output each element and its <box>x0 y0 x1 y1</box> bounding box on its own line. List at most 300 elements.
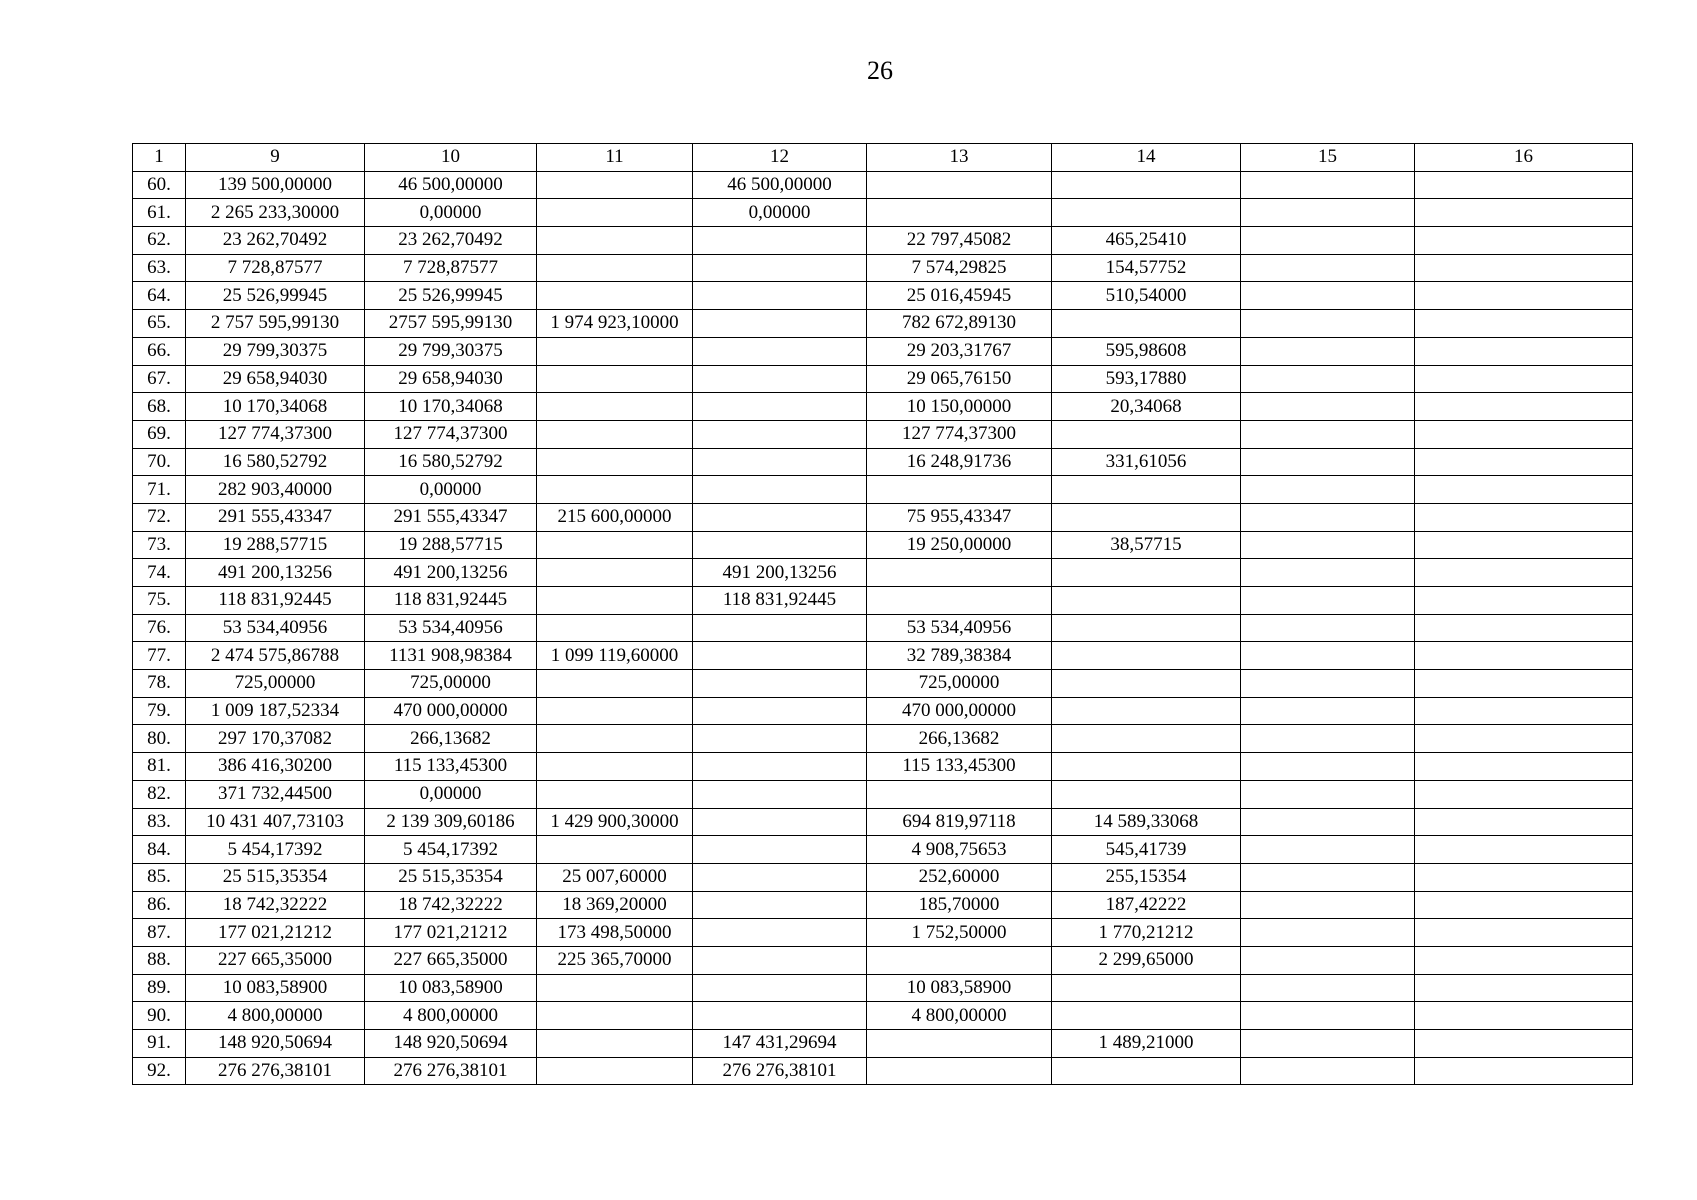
table-cell <box>537 670 693 698</box>
data-table <box>132 143 1633 1085</box>
table-row <box>133 448 1633 476</box>
table-row <box>133 863 1633 891</box>
table-cell: 19 250,00000 <box>867 531 1052 559</box>
table-cell <box>1241 227 1415 255</box>
row-number-cell: 67. <box>133 365 186 393</box>
table-cell <box>1415 919 1633 947</box>
table-cell: 215 600,00000 <box>537 503 693 531</box>
table-row <box>133 919 1633 947</box>
row-number-cell: 85. <box>133 863 186 891</box>
row-number-cell: 92. <box>133 1057 186 1085</box>
row-number-cell: 68. <box>133 393 186 421</box>
row-number-cell: 61. <box>133 199 186 227</box>
table-row <box>133 974 1633 1002</box>
table-cell: 22 797,45082 <box>867 227 1052 255</box>
table-cell: 118 831,92445 <box>186 587 365 615</box>
table-cell: 185,70000 <box>867 891 1052 919</box>
table-cell <box>1415 974 1633 1002</box>
table-cell: 148 920,50694 <box>365 1030 537 1058</box>
table-cell: 23 262,70492 <box>365 227 537 255</box>
table-cell <box>867 1030 1052 1058</box>
table-row <box>133 337 1633 365</box>
table-cell <box>693 697 867 725</box>
row-number-cell: 65. <box>133 310 186 338</box>
table-cell <box>1241 946 1415 974</box>
row-number-cell: 72. <box>133 503 186 531</box>
table-cell <box>693 393 867 421</box>
table-cell: 0,00000 <box>693 199 867 227</box>
table-cell <box>1241 1057 1415 1085</box>
table-cell <box>537 1057 693 1085</box>
table-row <box>133 199 1633 227</box>
table-cell <box>537 753 693 781</box>
table-cell: 115 133,45300 <box>867 753 1052 781</box>
table-cell <box>1415 282 1633 310</box>
table-cell <box>1415 1002 1633 1030</box>
table-cell: 595,98608 <box>1052 337 1241 365</box>
table-cell: 10 170,34068 <box>186 393 365 421</box>
table-row <box>133 282 1633 310</box>
table-row <box>133 420 1633 448</box>
table-row <box>133 614 1633 642</box>
table-cell <box>537 476 693 504</box>
table-cell <box>537 254 693 282</box>
row-number-cell: 90. <box>133 1002 186 1030</box>
table-cell: 5 454,17392 <box>186 836 365 864</box>
table-cell: 16 580,52792 <box>365 448 537 476</box>
table-cell: 2 139 309,60186 <box>365 808 537 836</box>
header-cell: 15 <box>1241 144 1415 172</box>
table-row <box>133 1002 1633 1030</box>
table-cell: 10 431 407,73103 <box>186 808 365 836</box>
table-cell: 7 574,29825 <box>867 254 1052 282</box>
table-cell: 7 728,87577 <box>186 254 365 282</box>
table-cell <box>1052 642 1241 670</box>
table-cell <box>1052 670 1241 698</box>
table-cell <box>693 670 867 698</box>
table-cell <box>1415 199 1633 227</box>
table-cell: 25 526,99945 <box>365 282 537 310</box>
table-cell <box>537 1002 693 1030</box>
table-row <box>133 476 1633 504</box>
table-cell: 225 365,70000 <box>537 946 693 974</box>
table-cell <box>1241 531 1415 559</box>
table-cell <box>1415 753 1633 781</box>
table-cell <box>1415 337 1633 365</box>
table-cell <box>1241 836 1415 864</box>
table-cell <box>1052 310 1241 338</box>
table-row <box>133 254 1633 282</box>
table-cell <box>1052 1002 1241 1030</box>
table-cell: 276 276,38101 <box>693 1057 867 1085</box>
table-cell <box>1241 753 1415 781</box>
table-cell: 266,13682 <box>365 725 537 753</box>
table-cell <box>693 254 867 282</box>
table-cell <box>693 919 867 947</box>
table-row <box>133 393 1633 421</box>
table-cell <box>537 725 693 753</box>
table-cell: 725,00000 <box>186 670 365 698</box>
row-number-cell: 70. <box>133 448 186 476</box>
table-cell <box>1241 365 1415 393</box>
table-cell <box>1415 863 1633 891</box>
table-cell <box>1415 254 1633 282</box>
table-cell: 470 000,00000 <box>867 697 1052 725</box>
row-number-cell: 74. <box>133 559 186 587</box>
table-cell <box>1241 808 1415 836</box>
table-cell: 187,42222 <box>1052 891 1241 919</box>
table-row <box>133 670 1633 698</box>
table-cell: 1 429 900,30000 <box>537 808 693 836</box>
table-cell <box>1052 725 1241 753</box>
table-cell: 545,41739 <box>1052 836 1241 864</box>
table-cell <box>1052 697 1241 725</box>
table-cell <box>1415 670 1633 698</box>
table-cell <box>693 310 867 338</box>
table-cell <box>1241 1030 1415 1058</box>
table-cell <box>1241 559 1415 587</box>
table-cell <box>1241 697 1415 725</box>
row-number-cell: 75. <box>133 587 186 615</box>
table-cell: 782 672,89130 <box>867 310 1052 338</box>
table-cell: 29 658,94030 <box>365 365 537 393</box>
header-cell: 9 <box>186 144 365 172</box>
table-cell <box>693 780 867 808</box>
table-cell <box>1241 642 1415 670</box>
table-cell <box>693 808 867 836</box>
row-number-cell: 60. <box>133 171 186 199</box>
table-cell <box>1241 503 1415 531</box>
table-cell <box>1415 725 1633 753</box>
table-cell: 491 200,13256 <box>365 559 537 587</box>
table-cell: 29 065,76150 <box>867 365 1052 393</box>
table-cell <box>1241 974 1415 1002</box>
table-row <box>133 587 1633 615</box>
page-number: 26 <box>867 56 893 85</box>
table-cell: 291 555,43347 <box>365 503 537 531</box>
table-cell <box>537 559 693 587</box>
row-number-cell: 87. <box>133 919 186 947</box>
table-cell: 470 000,00000 <box>365 697 537 725</box>
table-cell <box>1241 891 1415 919</box>
table-cell <box>1241 254 1415 282</box>
row-number-cell: 80. <box>133 725 186 753</box>
table-cell: 10 170,34068 <box>365 393 537 421</box>
table-cell <box>1241 780 1415 808</box>
table-cell: 266,13682 <box>867 725 1052 753</box>
header-row <box>133 144 1633 172</box>
table-cell <box>693 282 867 310</box>
table-cell <box>1241 310 1415 338</box>
row-number-cell: 88. <box>133 946 186 974</box>
table-cell <box>1052 587 1241 615</box>
table-cell <box>693 420 867 448</box>
table-cell: 1 489,21000 <box>1052 1030 1241 1058</box>
table-row <box>133 697 1633 725</box>
table-cell: 20,34068 <box>1052 393 1241 421</box>
row-number-cell: 78. <box>133 670 186 698</box>
table-cell <box>1415 697 1633 725</box>
table-cell <box>1052 1057 1241 1085</box>
table-cell <box>867 199 1052 227</box>
table-cell <box>1415 836 1633 864</box>
header-cell: 14 <box>1052 144 1241 172</box>
table-cell <box>1415 476 1633 504</box>
table-row <box>133 753 1633 781</box>
table-cell: 10 083,58900 <box>365 974 537 1002</box>
table-cell: 154,57752 <box>1052 254 1241 282</box>
table-cell <box>1241 587 1415 615</box>
table-cell <box>1052 171 1241 199</box>
table-cell: 1 752,50000 <box>867 919 1052 947</box>
table-cell: 297 170,37082 <box>186 725 365 753</box>
row-number-cell: 73. <box>133 531 186 559</box>
table-cell <box>867 559 1052 587</box>
table-cell <box>1415 503 1633 531</box>
table-cell: 75 955,43347 <box>867 503 1052 531</box>
table-cell <box>867 587 1052 615</box>
table-cell: 465,25410 <box>1052 227 1241 255</box>
table-cell: 282 903,40000 <box>186 476 365 504</box>
table-cell <box>1241 171 1415 199</box>
table-cell <box>537 282 693 310</box>
table-cell <box>1415 310 1633 338</box>
table-cell <box>1241 670 1415 698</box>
table-cell: 147 431,29694 <box>693 1030 867 1058</box>
table-cell: 4 800,00000 <box>186 1002 365 1030</box>
table-cell: 127 774,37300 <box>365 420 537 448</box>
table-cell: 118 831,92445 <box>693 587 867 615</box>
row-number-cell: 71. <box>133 476 186 504</box>
table-cell <box>1415 1030 1633 1058</box>
table-cell <box>537 365 693 393</box>
table-cell <box>537 199 693 227</box>
table-cell: 10 083,58900 <box>186 974 365 1002</box>
table-cell <box>693 614 867 642</box>
table-cell <box>1052 614 1241 642</box>
table-cell <box>537 697 693 725</box>
table-cell <box>537 448 693 476</box>
table-cell <box>1052 974 1241 1002</box>
table-cell: 38,57715 <box>1052 531 1241 559</box>
table-cell: 1 099 119,60000 <box>537 642 693 670</box>
table-cell <box>1415 780 1633 808</box>
table-cell <box>537 337 693 365</box>
table-row <box>133 365 1633 393</box>
table-row <box>133 725 1633 753</box>
table-cell: 694 819,97118 <box>867 808 1052 836</box>
table-body <box>133 171 1633 1085</box>
table-cell <box>1052 559 1241 587</box>
table-cell <box>867 780 1052 808</box>
table-cell <box>693 863 867 891</box>
table-cell <box>1052 753 1241 781</box>
table-cell <box>1052 420 1241 448</box>
table-cell <box>537 1030 693 1058</box>
table-cell: 118 831,92445 <box>365 587 537 615</box>
header-cell: 12 <box>693 144 867 172</box>
table-cell: 25 007,60000 <box>537 863 693 891</box>
table-cell: 227 665,35000 <box>186 946 365 974</box>
row-number-cell: 76. <box>133 614 186 642</box>
table-cell <box>537 780 693 808</box>
row-number-cell: 81. <box>133 753 186 781</box>
table-row <box>133 946 1633 974</box>
header-cell: 11 <box>537 144 693 172</box>
table-cell: 10 083,58900 <box>867 974 1052 1002</box>
table-cell <box>693 642 867 670</box>
table-cell: 177 021,21212 <box>186 919 365 947</box>
table-cell: 127 774,37300 <box>186 420 365 448</box>
table-cell: 115 133,45300 <box>365 753 537 781</box>
table-cell: 0,00000 <box>365 199 537 227</box>
table-cell: 18 742,32222 <box>186 891 365 919</box>
table-cell <box>1241 614 1415 642</box>
table-cell <box>867 476 1052 504</box>
table-cell: 46 500,00000 <box>365 171 537 199</box>
table-cell <box>1241 393 1415 421</box>
table-cell <box>1415 1057 1633 1085</box>
table-row <box>133 503 1633 531</box>
table-cell: 139 500,00000 <box>186 171 365 199</box>
table-cell <box>1241 725 1415 753</box>
table-cell <box>1415 365 1633 393</box>
table-cell <box>1241 337 1415 365</box>
table-cell <box>1415 808 1633 836</box>
table-cell: 7 728,87577 <box>365 254 537 282</box>
table-cell <box>537 393 693 421</box>
table-cell: 491 200,13256 <box>693 559 867 587</box>
table-row <box>133 780 1633 808</box>
table-cell <box>1052 199 1241 227</box>
table-cell <box>693 337 867 365</box>
header-cell: 10 <box>365 144 537 172</box>
row-number-cell: 63. <box>133 254 186 282</box>
table-cell: 53 534,40956 <box>186 614 365 642</box>
row-number-cell: 66. <box>133 337 186 365</box>
table-cell <box>693 531 867 559</box>
table-cell <box>1052 503 1241 531</box>
table-cell <box>537 836 693 864</box>
table-cell <box>693 448 867 476</box>
table-cell: 1131 908,98384 <box>365 642 537 670</box>
table-cell <box>1415 420 1633 448</box>
table-cell: 255,15354 <box>1052 863 1241 891</box>
table-cell <box>1241 282 1415 310</box>
table-cell: 1 770,21212 <box>1052 919 1241 947</box>
table-cell: 2 474 575,86788 <box>186 642 365 670</box>
table-cell: 510,54000 <box>1052 282 1241 310</box>
table-cell <box>537 227 693 255</box>
table-cell <box>1241 476 1415 504</box>
table-cell: 491 200,13256 <box>186 559 365 587</box>
table-cell <box>867 946 1052 974</box>
table-cell <box>1415 393 1633 421</box>
table-cell <box>1415 531 1633 559</box>
row-number-cell: 64. <box>133 282 186 310</box>
table-cell <box>693 503 867 531</box>
table-cell <box>1415 891 1633 919</box>
table-cell: 18 369,20000 <box>537 891 693 919</box>
table-cell: 252,60000 <box>867 863 1052 891</box>
table-row <box>133 171 1633 199</box>
table-cell: 386 416,30200 <box>186 753 365 781</box>
table-cell <box>867 171 1052 199</box>
table-cell <box>1415 642 1633 670</box>
table-cell: 2 265 233,30000 <box>186 199 365 227</box>
table-header <box>133 144 1633 172</box>
table-cell: 25 515,35354 <box>186 863 365 891</box>
table-cell: 173 498,50000 <box>537 919 693 947</box>
table-row <box>133 836 1633 864</box>
table-cell: 29 203,31767 <box>867 337 1052 365</box>
table-cell: 291 555,43347 <box>186 503 365 531</box>
table-cell: 1 974 923,10000 <box>537 310 693 338</box>
table-cell <box>1415 559 1633 587</box>
table-cell: 29 799,30375 <box>365 337 537 365</box>
table-cell <box>693 753 867 781</box>
table-cell <box>693 365 867 393</box>
table-cell: 25 016,45945 <box>867 282 1052 310</box>
table-cell: 16 248,91736 <box>867 448 1052 476</box>
table-cell <box>693 725 867 753</box>
table-cell <box>1241 420 1415 448</box>
table-cell <box>537 171 693 199</box>
table-row <box>133 559 1633 587</box>
row-number-cell: 82. <box>133 780 186 808</box>
table-cell <box>1415 227 1633 255</box>
table-cell <box>537 587 693 615</box>
table-row <box>133 642 1633 670</box>
table-cell: 593,17880 <box>1052 365 1241 393</box>
table-cell <box>1415 171 1633 199</box>
table-cell: 148 920,50694 <box>186 1030 365 1058</box>
table-row <box>133 808 1633 836</box>
row-number-cell: 79. <box>133 697 186 725</box>
table-cell <box>537 531 693 559</box>
table-cell <box>1241 199 1415 227</box>
table-row <box>133 891 1633 919</box>
row-number-cell: 86. <box>133 891 186 919</box>
table-cell: 177 021,21212 <box>365 919 537 947</box>
table-cell: 46 500,00000 <box>693 171 867 199</box>
table-cell <box>1241 863 1415 891</box>
row-number-cell: 89. <box>133 974 186 1002</box>
table-cell: 4 800,00000 <box>867 1002 1052 1030</box>
table-cell: 29 799,30375 <box>186 337 365 365</box>
table-cell <box>693 836 867 864</box>
table-cell <box>1241 448 1415 476</box>
table-cell: 276 276,38101 <box>365 1057 537 1085</box>
row-number-cell: 69. <box>133 420 186 448</box>
row-number-cell: 77. <box>133 642 186 670</box>
table-cell <box>1052 780 1241 808</box>
table-cell: 0,00000 <box>365 780 537 808</box>
table-cell: 725,00000 <box>867 670 1052 698</box>
table-cell: 25 526,99945 <box>186 282 365 310</box>
table-cell <box>1052 476 1241 504</box>
table-cell: 1 009 187,52334 <box>186 697 365 725</box>
table-cell: 371 732,44500 <box>186 780 365 808</box>
table-row <box>133 1030 1633 1058</box>
table-cell: 227 665,35000 <box>365 946 537 974</box>
table-cell <box>1415 448 1633 476</box>
table-cell <box>537 420 693 448</box>
row-number-cell: 83. <box>133 808 186 836</box>
table-cell <box>693 476 867 504</box>
table-cell: 19 288,57715 <box>365 531 537 559</box>
table-cell: 16 580,52792 <box>186 448 365 476</box>
